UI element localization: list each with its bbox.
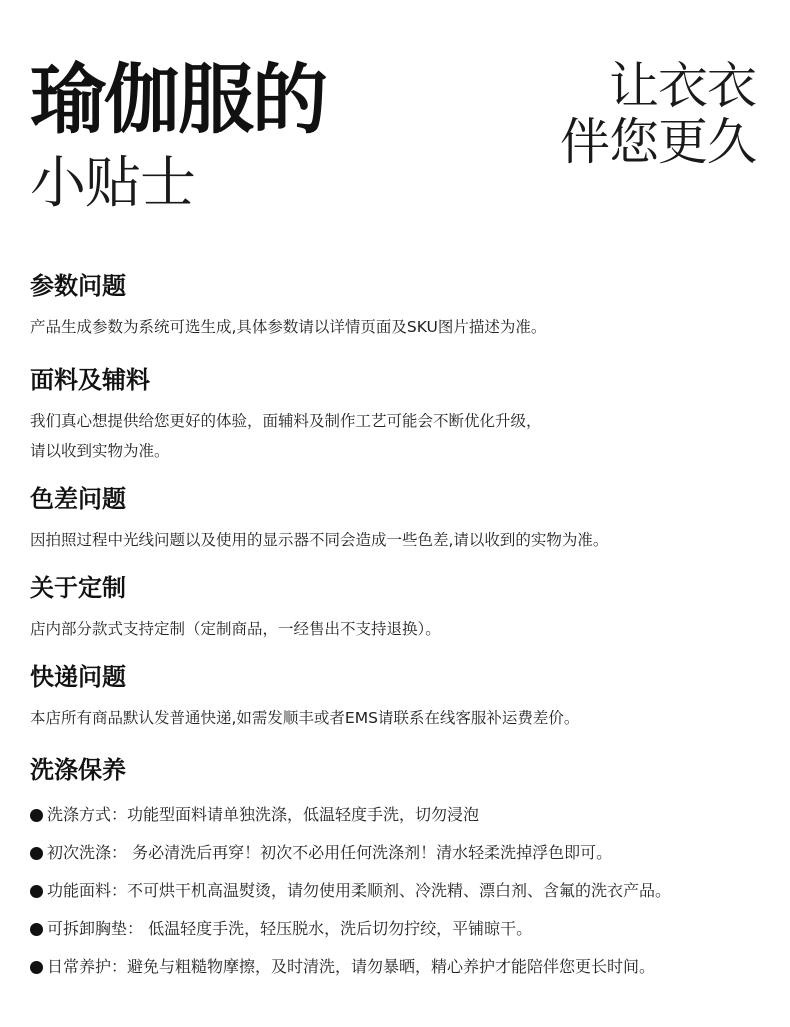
section-body xyxy=(30,614,760,644)
care-item-text: 功能面料：不可烘干机高温熨烫，请勿使用柔顺剂、冷洗精、漂白剂、含氟的洗衣产品。 xyxy=(47,881,672,900)
bullet-icon xyxy=(30,961,43,974)
section-text: 本店所有商品默认发普通快递,如需发顺丰或者EMS请联系在线客服补运费差价。 xyxy=(30,709,580,727)
section-title: 洗涤保养 xyxy=(30,756,126,784)
slogan-line-1: 让衣衣 xyxy=(609,57,756,115)
bullet-icon xyxy=(30,847,43,860)
section-body xyxy=(30,406,760,466)
section-fabric xyxy=(30,364,760,466)
section-text: 因拍照过程中光线问题以及使用的显示器不同会造成一些色差,请以收到的实物为准。 xyxy=(30,531,609,549)
list-item xyxy=(30,872,760,910)
page-title: 瑜伽服的 xyxy=(30,55,326,144)
care-item-text: 洗涤方式：功能型面料请单独洗涤，低温轻度手洗，切勿浸泡 xyxy=(47,805,480,824)
section-body xyxy=(30,312,760,342)
list-item xyxy=(30,796,760,834)
section-title: 面料及辅料 xyxy=(30,366,150,394)
bullet-icon xyxy=(30,885,43,898)
section-text: 我们真心想提供给您更好的体验，面辅料及制作工艺可能会不断优化升级， xyxy=(30,412,542,430)
list-item xyxy=(30,834,760,872)
page-subtitle: 小贴士 xyxy=(30,151,195,216)
section-customization xyxy=(30,572,760,644)
header xyxy=(0,0,790,240)
section-care xyxy=(30,754,760,986)
care-list xyxy=(30,796,760,986)
section-title: 参数问题 xyxy=(30,272,126,300)
list-item xyxy=(30,910,760,948)
list-item xyxy=(30,948,760,986)
section-body xyxy=(30,703,760,733)
care-item-text: 日常养护：避免与粗糙物摩擦，及时清洗，请勿暴晒，精心养护才能陪伴您更长时间。 xyxy=(47,957,656,976)
slogan xyxy=(560,58,756,170)
section-parameters xyxy=(30,270,760,342)
section-delivery xyxy=(30,661,760,733)
section-title: 快递问题 xyxy=(30,663,126,691)
section-title: 关于定制 xyxy=(30,574,126,602)
section-text: 产品生成参数为系统可选生成,具体参数请以详情页面及SKU图片描述为准。 xyxy=(30,318,547,336)
care-item-text: 初次洗涤： 务必清洗后再穿！初次不必用任何洗涤剂！清水轻柔洗掉浮色即可。 xyxy=(47,843,613,862)
care-item-text: 可拆卸胸垫： 低温轻度手洗，轻压脱水，洗后切勿拧绞，平铺晾干。 xyxy=(47,919,533,938)
bullet-icon xyxy=(30,923,43,936)
section-body xyxy=(30,525,760,555)
bullet-icon xyxy=(30,809,43,822)
section-color-difference xyxy=(30,483,760,555)
section-text: 请以收到实物为准。 xyxy=(30,442,170,460)
section-text: 店内部分款式支持定制（定制商品，一经售出不支持退换）。 xyxy=(30,620,441,638)
section-title: 色差问题 xyxy=(30,485,126,513)
slogan-line-2: 伴您更久 xyxy=(560,113,756,171)
